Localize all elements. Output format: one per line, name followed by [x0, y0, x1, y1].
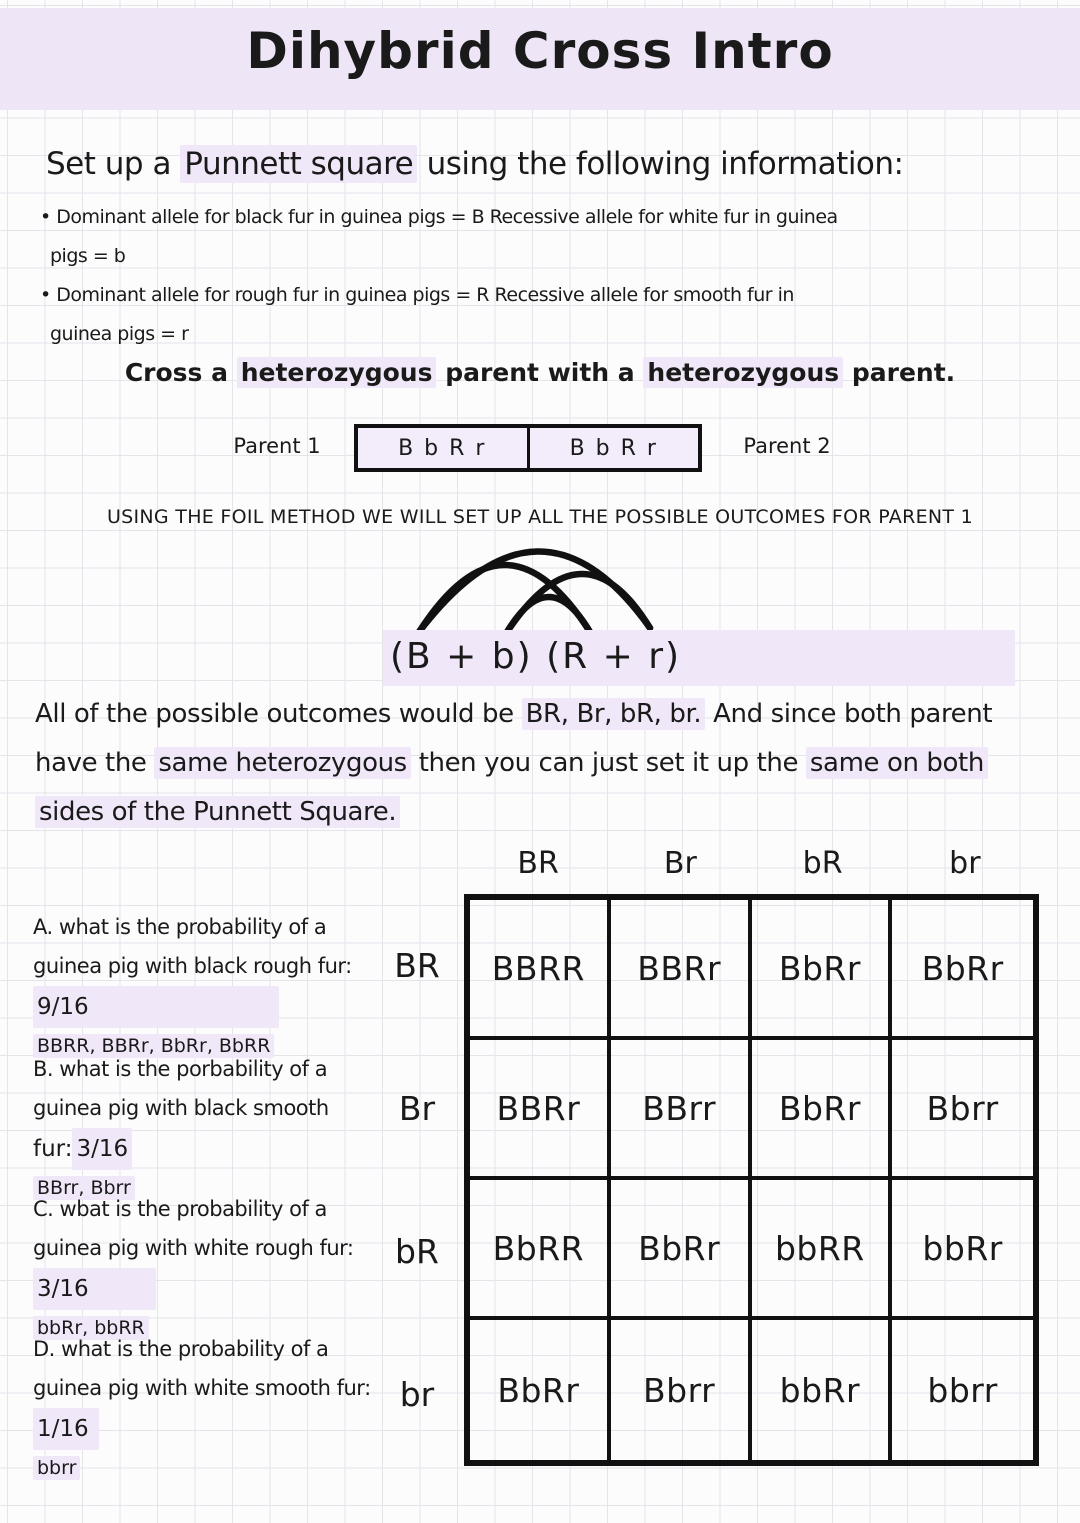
question-c-answer	[33, 1268, 413, 1310]
question-c-line-1: C. wbat is the probability of a	[33, 1197, 327, 1221]
punnett-cell: bbRR	[752, 1180, 893, 1320]
punnett-cell: Bbrr	[611, 1320, 752, 1460]
punnett-cell: BbRr	[892, 900, 1033, 1040]
paragraph-text: then you can just set it up the	[410, 748, 806, 778]
intro-highlight: Punnett square	[180, 145, 417, 183]
intro-line	[46, 146, 904, 182]
punnett-col-header-Br: Br	[663, 846, 697, 881]
foil-arcs-drawing	[375, 538, 720, 638]
paragraph-line-3	[35, 788, 992, 837]
paragraph-text: And since both parent	[705, 699, 993, 729]
punnett-col-header-bR: bR	[802, 846, 843, 881]
genotype-list: BBRR, BBRr, BbRr, BbRR	[33, 1034, 274, 1058]
parent-1-genotype: B b R r	[358, 428, 530, 468]
paragraph-highlight-same: same on both	[806, 747, 988, 779]
parent-2-label: Parent 2	[743, 434, 831, 458]
question-d-line-2: guinea pig with white smooth fur:	[33, 1376, 371, 1400]
paragraph-line-2	[35, 739, 992, 788]
punnett-cell: BbRr	[752, 1040, 893, 1180]
outcomes-paragraph	[35, 690, 992, 837]
foil-expression: (B + b) (R + r)	[390, 636, 682, 677]
question-d-line-1: D. what is the probability of a	[33, 1337, 329, 1361]
paragraph-highlight-sides: sides of the Punnett Square.	[35, 796, 400, 828]
cross-highlight-1: heterozygous	[237, 357, 437, 388]
paragraph-text: All of the possible outcomes would be	[35, 699, 522, 729]
punnett-row-header-Br: Br	[398, 1089, 436, 1128]
punnett-square-table	[464, 894, 1039, 1466]
intro-pre: Set up a	[46, 146, 181, 182]
parent-2-genotype: B b R r	[569, 435, 658, 461]
page-title: Dihybrid Cross Intro	[246, 22, 834, 80]
genotype-list: bbRr, bbRR	[33, 1316, 149, 1340]
foil-arc-last	[507, 574, 650, 632]
question-c	[33, 1190, 413, 1347]
question-d-genotypes	[33, 1450, 413, 1487]
question-d	[33, 1330, 413, 1487]
answer-value: 3/16	[33, 1268, 156, 1310]
punnett-column-headers	[467, 846, 1036, 881]
punnett-cell: bbRr	[892, 1180, 1033, 1320]
genotype-list: bbrr	[33, 1456, 80, 1480]
genotype-list: BBrr, Bbrr	[33, 1176, 135, 1200]
parent-1-label: Parent 1	[233, 434, 321, 458]
cross-highlight-2: heterozygous	[643, 357, 843, 388]
punnett-row-header-br: br	[399, 1375, 435, 1414]
punnett-cell: BbRr	[611, 1180, 752, 1320]
punnett-col-header-br: br	[949, 846, 981, 881]
question-a	[33, 908, 413, 1065]
foil-method-caption: USING THE FOIL METHOD WE WILL SET UP ALL THE POSSIBLE OUTCOMES FOR PARENT 1	[106, 506, 974, 528]
question-b-line-1: B. what is the porbability of a	[33, 1057, 328, 1081]
intro-post: using the following information:	[417, 146, 904, 182]
paragraph-highlight-outcomes: BR, Br, bR, br.	[522, 698, 706, 730]
bullet-1-line-1: • Dominant allele for black fur in guinea pigs = B Recessive allele for white fur in guinea	[40, 206, 838, 228]
bullet-2-line-1: • Dominant allele for rough fur in guinea pigs = R Recessive allele for smooth fur in	[40, 284, 794, 306]
punnett-cell: BbRr	[752, 900, 893, 1040]
paragraph-text: have the	[35, 748, 155, 778]
cross-text: Cross a	[124, 358, 237, 387]
punnett-cell: Bbrr	[892, 1040, 1033, 1180]
foil-arc-outer	[419, 551, 650, 632]
answer-value: 3/16	[72, 1128, 132, 1170]
punnett-row-header-bR: bR	[395, 1232, 439, 1271]
punnett-cell: BBRr	[611, 900, 752, 1040]
question-b	[33, 1050, 413, 1207]
cross-instruction	[0, 358, 1080, 387]
question-b-line-2: guinea pig with black smooth	[33, 1096, 329, 1120]
question-c-line-2: guinea pig with white rough fur:	[33, 1236, 354, 1260]
answer-prefix: fur:	[33, 1136, 73, 1162]
punnett-cell: BBRR	[470, 900, 611, 1040]
paragraph-line-1	[35, 690, 992, 739]
punnett-cell: BbRR	[470, 1180, 611, 1320]
punnett-cell: BbRr	[470, 1320, 611, 1460]
punnett-cell: bbrr	[927, 1370, 998, 1410]
question-a-answer	[33, 986, 413, 1028]
answer-value: 1/16	[33, 1408, 99, 1450]
punnett-cell: BBRr	[470, 1040, 611, 1180]
paragraph-highlight-heterozygous: same heterozygous	[154, 747, 410, 779]
question-a-line-1: A. what is the probability of a	[33, 915, 327, 939]
allele-bullet-list	[40, 198, 838, 354]
answer-value: 9/16	[33, 986, 279, 1028]
punnett-col-header-BR: BR	[517, 846, 559, 881]
parent-genotype-box	[354, 424, 702, 472]
bullet-1-line-2: pigs = b	[50, 245, 126, 267]
punnett-cell: bbRr	[752, 1320, 893, 1460]
bullet-2-line-2: guinea pigs = r	[50, 323, 189, 345]
punnett-row-header-BR: BR	[394, 946, 440, 985]
question-a-line-2: guinea pig with black rough fur:	[33, 954, 352, 978]
question-d-answer	[33, 1408, 413, 1450]
cross-text: parent with a	[436, 358, 644, 387]
question-b-answer	[33, 1128, 413, 1170]
cross-text: parent.	[843, 358, 956, 387]
punnett-cell: BBrr	[611, 1040, 752, 1180]
